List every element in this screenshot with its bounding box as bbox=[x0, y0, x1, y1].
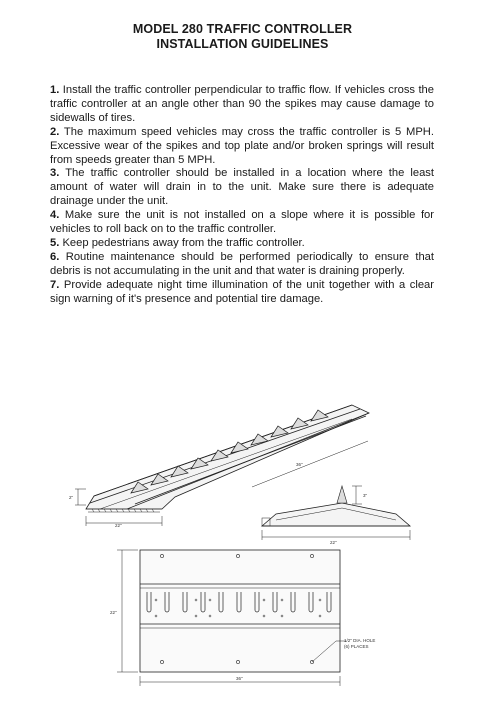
step-number: 5. bbox=[50, 236, 60, 249]
plan-outline bbox=[140, 550, 340, 672]
side-height-label: 3" bbox=[363, 493, 368, 498]
step-text: Keep pedestrians away from the traffic controller. bbox=[62, 236, 305, 249]
step-number: 6. bbox=[50, 250, 60, 263]
hole-note-line-1: 1/2" DIA. HOLE bbox=[344, 638, 376, 643]
iso-length-label: 36" bbox=[296, 462, 303, 467]
title-line-2: INSTALLATION GUIDELINES bbox=[156, 37, 329, 51]
iso-width-label: 22" bbox=[115, 523, 122, 528]
step-text: Install the traffic controller perpendicular to traffic flow. If vehicles cross the traffic controller at an angle other than 90 the spikes may cause damage to sidewalls of tires. bbox=[50, 84, 435, 124]
step-text: Routine maintenance should be performed periodically to ensure that debris is not accumulating in the unit and that water is draining properly. bbox=[50, 250, 434, 277]
step-text: The traffic controller should be installed in a location where the least amount of water will drain in to the unit. Make sure there is adequate drainage under the unit. bbox=[50, 167, 435, 208]
iso-ramp-hatching bbox=[86, 509, 162, 512]
plan-width-label: 36" bbox=[236, 676, 243, 681]
plan-height-label: 22" bbox=[110, 610, 117, 615]
step-text: Provide adequate night time illumination of the unit together with a clear sign warning of it's presence and potential tire damage. bbox=[50, 278, 434, 305]
step-text: Make sure the unit is not installed on a slope where it is possible for vehicles to roll back on to the traffic controller. bbox=[50, 209, 435, 236]
step-number: 2. bbox=[50, 125, 60, 138]
plan-view bbox=[117, 550, 346, 686]
iso-height-label: 2" bbox=[69, 495, 74, 500]
step-number: 3. bbox=[50, 167, 60, 180]
step-number: 1. bbox=[50, 84, 60, 96]
hole-note-line-2: (6) PLACES bbox=[344, 644, 369, 649]
side-width-label: 22" bbox=[330, 540, 337, 545]
title-line-1: MODEL 280 TRAFFIC CONTROLLER bbox=[132, 22, 353, 36]
side-view bbox=[262, 486, 410, 540]
step-number: 4. bbox=[50, 209, 60, 222]
step-text: The maximum speed vehicles may cross the traffic controller is 5 MPH. Excessive wear of the spikes and top plate and/or broken springs will result from speeds greater than 5 MPH. bbox=[50, 125, 434, 166]
side-profile bbox=[262, 503, 410, 526]
step-number: 7. bbox=[50, 278, 60, 291]
